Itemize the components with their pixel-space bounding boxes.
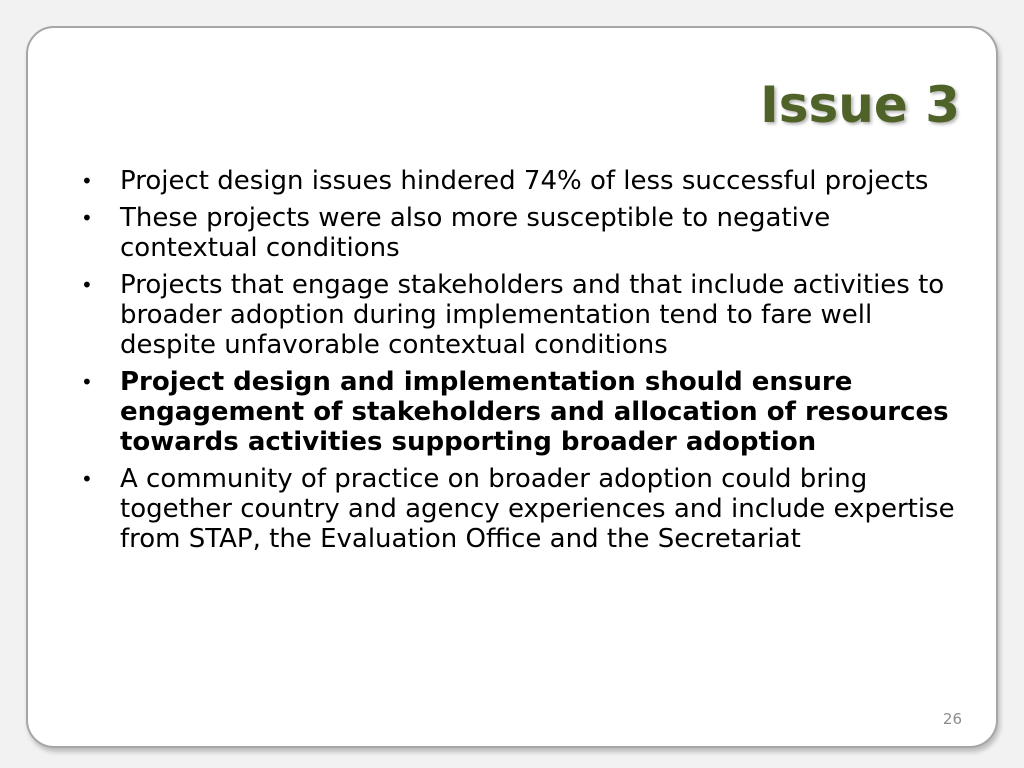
bullet-item-emphasized [54,367,974,457]
bullet-text: A community of practice on broader adoption could bring together country and agency experiences and include expertise from STAP, the Evaluation Office and the Secretariat [120,464,955,554]
bullet-item [54,166,974,196]
bullet-dot-icon: • [81,169,93,193]
bullet-item [54,270,974,360]
bullet-list [54,166,974,561]
slide [26,26,998,748]
bullet-item [54,203,974,263]
bullet-dot-icon: • [81,467,93,491]
bullet-dot-icon: • [81,206,93,230]
bullet-text: Projects that engage stakeholders and that include activities to broader adoption during implementation tend to fare well despite unfavorable contextual conditions [120,270,945,360]
bullet-text: Project design and implementation should ensure engagement of stakeholders and allocation of resources towards activities supporting broader adoption [120,367,949,457]
bullet-dot-icon: • [81,370,93,394]
bullet-text: These projects were also more susceptible to negative contextual conditions [120,203,831,263]
slide-title: Issue 3 [760,76,960,134]
bullet-item [54,464,974,554]
slide-number: 26 [942,710,962,728]
bullet-dot-icon: • [81,273,93,297]
bullet-text: Project design issues hindered 74% of less successful projects [120,166,929,196]
